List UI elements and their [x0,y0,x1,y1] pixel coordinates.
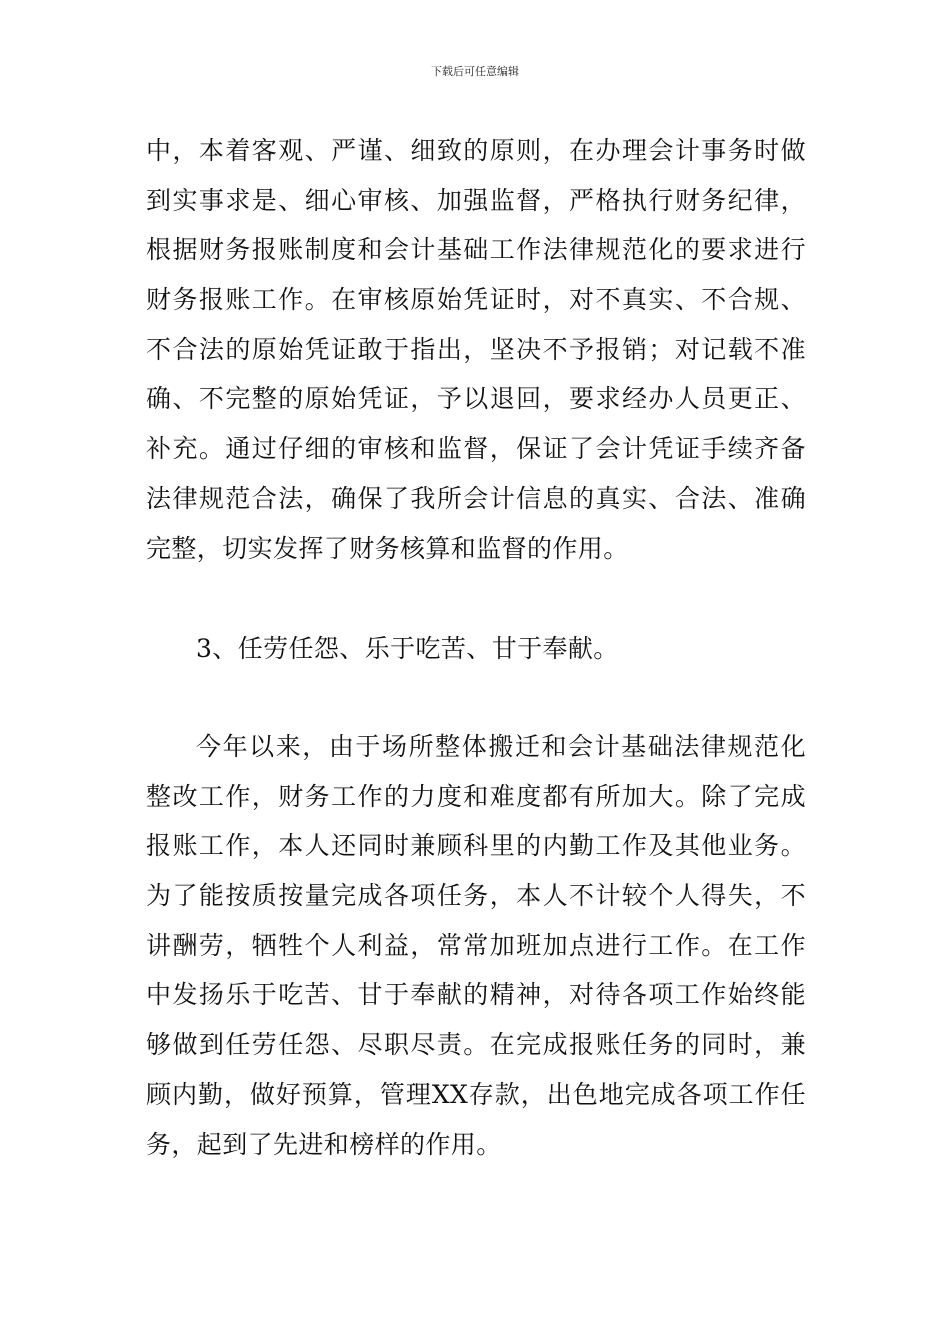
paragraph-line: 今年以来，由于场所整体搬迁和会计基础法律规范化 [196,732,806,761]
paragraph-line: 中发扬乐于吃苦、甘于奉献的精神，对待各项工作始终能 [146,980,806,1010]
paragraph-line: 根据财务报账制度和会计基础工作法律规范化的要求进行 [146,235,806,265]
paragraph-line: 讲酬劳，牺牲个人利益，常常加班加点进行工作。在工作 [146,930,806,960]
paragraph-line: 顾内勤，做好预算，管理XX存款，出色地完成各项工作任 [146,1079,806,1109]
paragraph-line: 完整，切实发挥了财务核算和监督的作用。 [146,533,629,563]
paragraph-line: 补充。通过仔细的审核和监督，保证了会计凭证手续齐备 [146,434,806,464]
paragraph-line: 到实事求是、细心审核、加强监督，严格执行财务纪律， [146,185,806,215]
paragraph-2 [146,722,806,1169]
paragraph-line: 为了能按质按量完成各项任务，本人不计较个人得失，不 [146,881,806,911]
paragraph-line: 不合法的原始凭证敢于指出，坚决不予报销；对记载不准 [146,334,806,364]
paragraph-line: 务，起到了先进和榜样的作用。 [146,1129,502,1159]
paragraph-1 [146,126,806,573]
paragraph-line: 确、不完整的原始凭证，予以退回，要求经办人员更正、 [146,384,806,414]
section-heading-text: 3、任劳任怨、乐于吃苦、甘于奉献。 [196,634,619,663]
paragraph-line: 中，本着客观、严谨、细致的原则，在办理会计事务时做 [146,136,806,165]
paragraph-line: 够做到任劳任怨、尽职尽责。在完成报账任务的同时，兼 [146,1030,806,1060]
paragraph-line: 整改工作，财务工作的力度和难度都有所加大。除了完成 [146,781,806,811]
page-header: 下载后可任意编辑 [431,65,519,78]
paragraph-line: 法律规范合法，确保了我所会计信息的真实、合法、准确 [146,483,806,513]
paragraph-line: 财务报账工作。在审核原始凭证时，对不真实、不合规、 [146,285,806,315]
section-heading [146,624,806,674]
paragraph-line: 报账工作，本人还同时兼顾科里的内勤工作及其他业务。 [146,831,806,861]
